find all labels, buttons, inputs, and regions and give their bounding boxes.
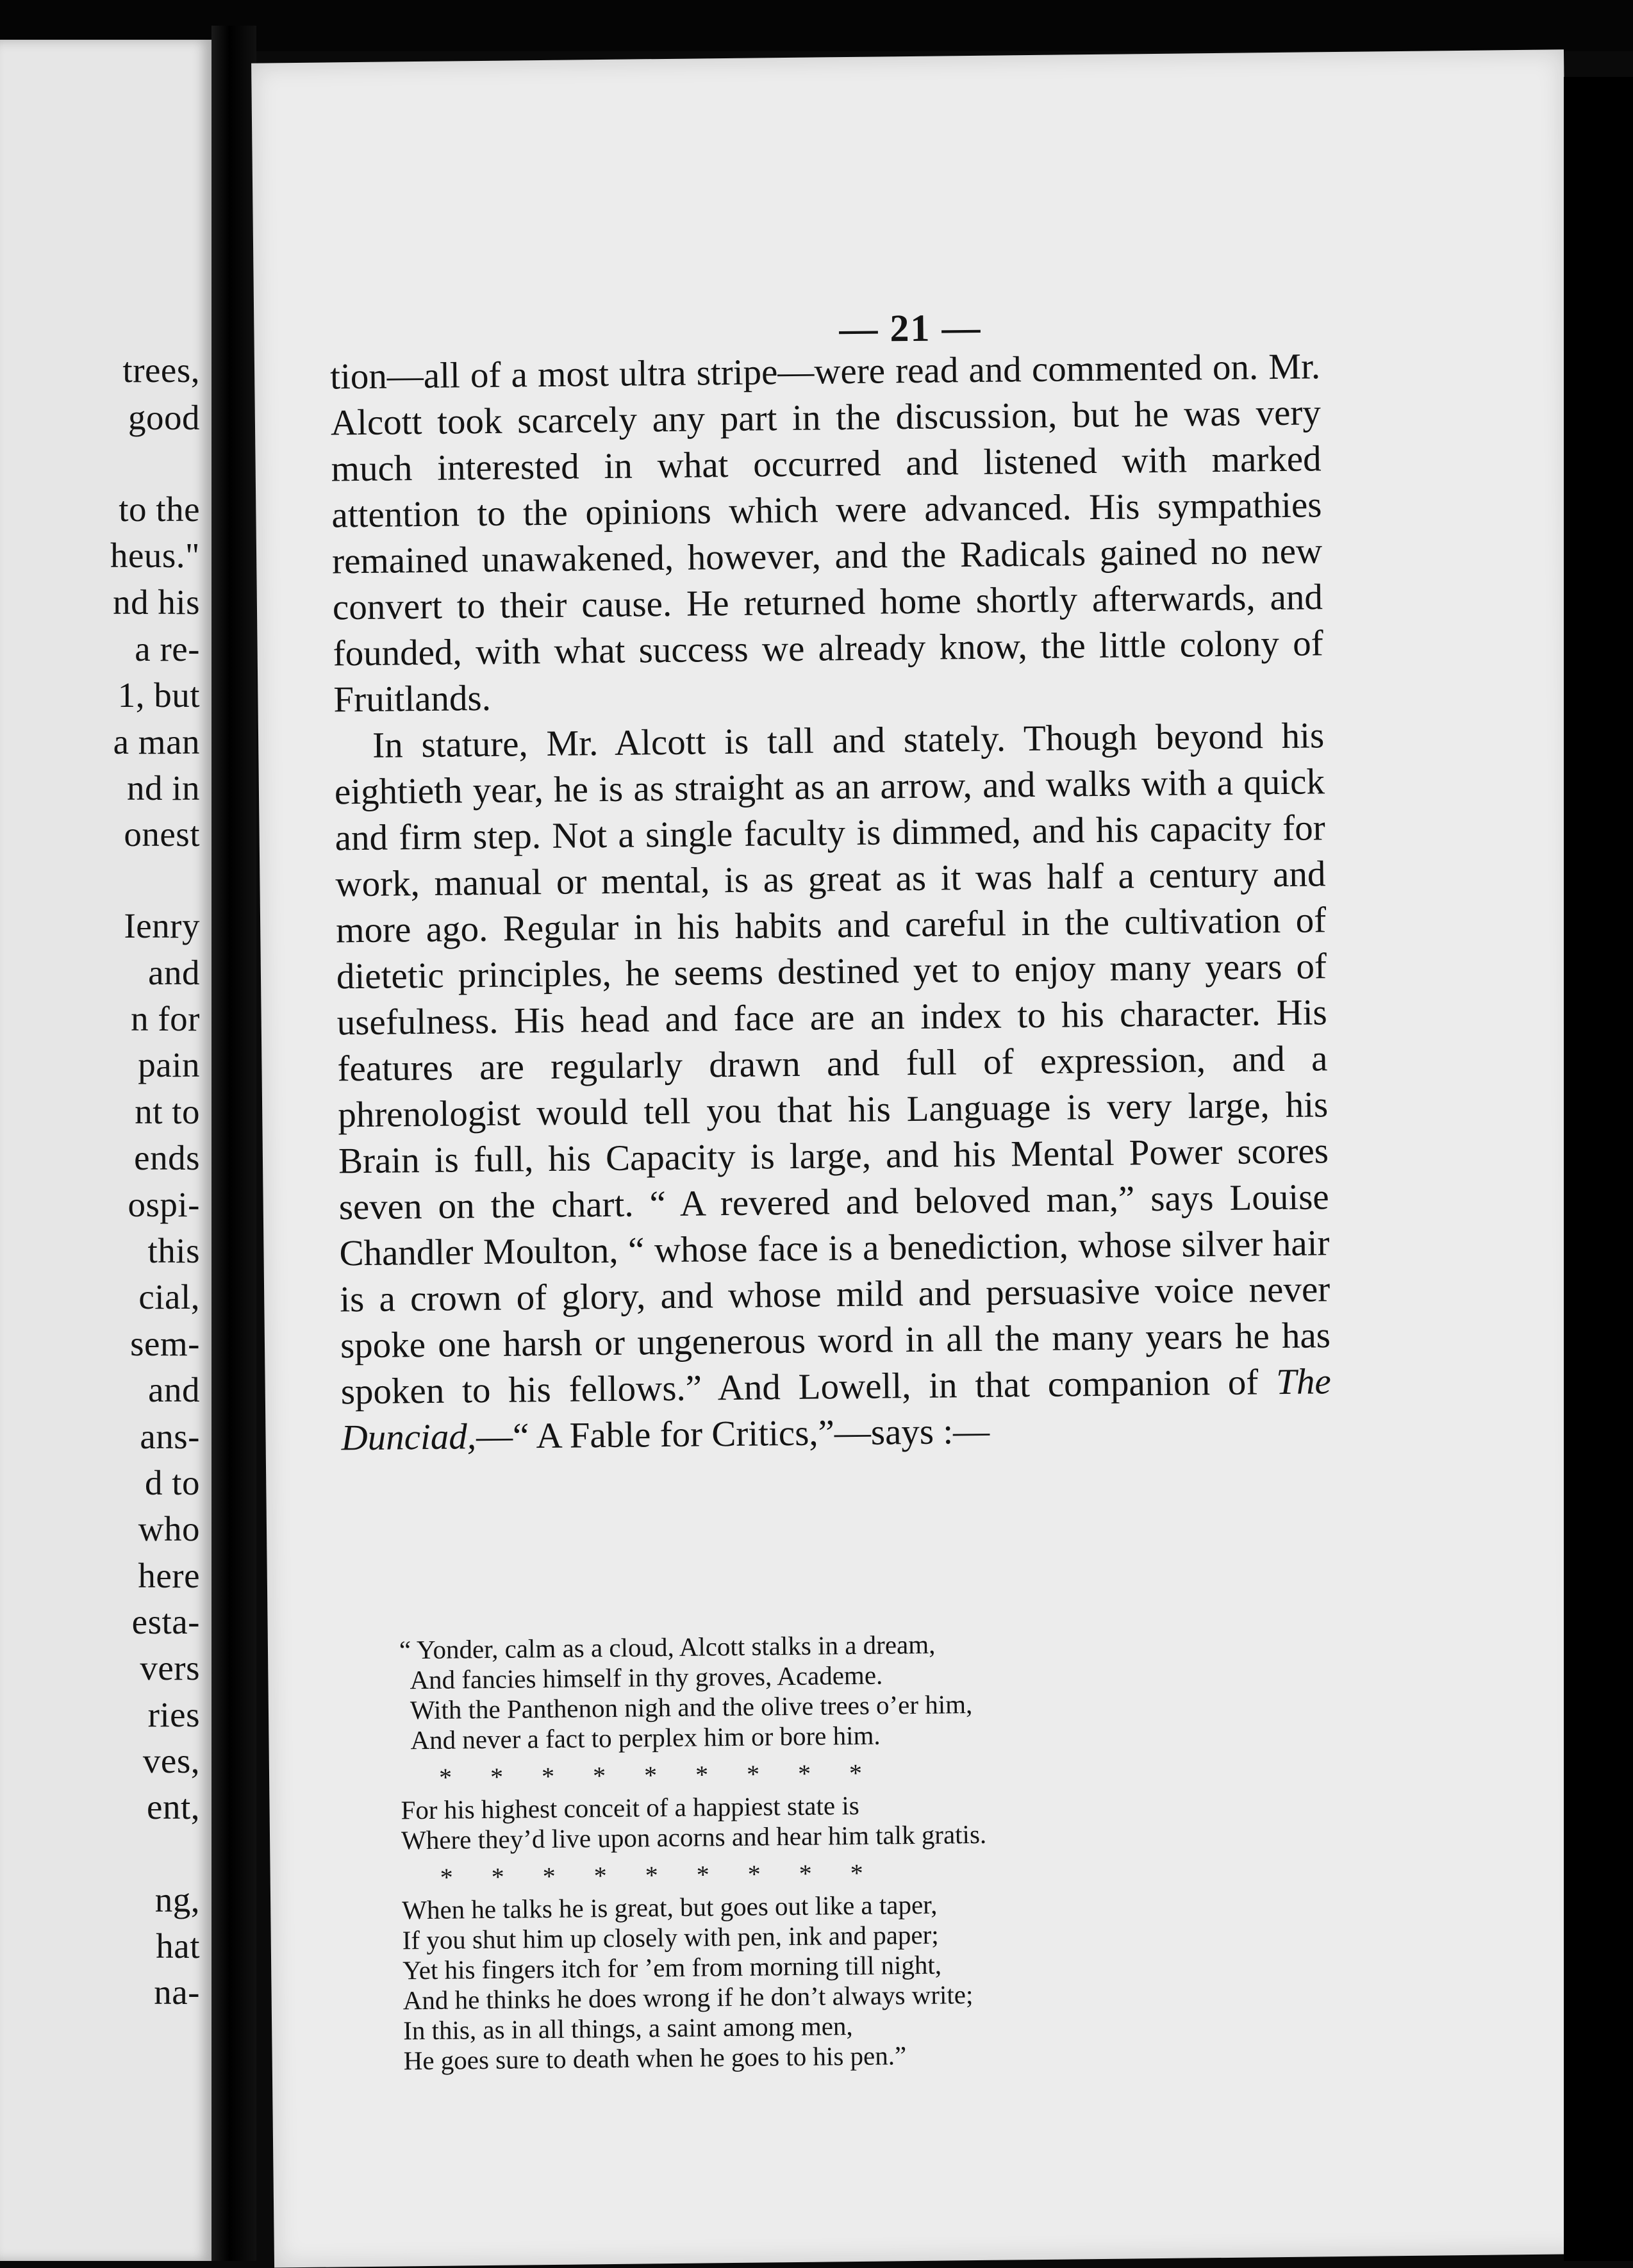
paragraph-2-text: In stature, Mr. Alcott is tall and stately. Though beyond his eightieth year, he is as straight as an arrow, and walks with a quick and firm step. Not a single faculty is dimmed, and his capacity for work, manual or mental, is as great as it was half a century and more ago. Regular in his habits and careful in the cultivation of dietetic principles, he seems destined yet to enjoy many years of usefulness. His head and face are an index to his character. His features are regularly drawn and full of expression, and a phrenologist would tell you that his Language is very large, his Brain is full, his Capacity is large, and his Mental Power scores seven on the chart. “ A revered and beloved man,” says Louise Chandler Moulton, “ whose face is a benediction, whose silver hair is a crown of glory, and whose mild and persuasive voice never spoke one harsh or ungenerous word in all the many years he has spoken to his fellows.” And Lowell, in that companion of xyxy=(334,715,1331,1412)
poem-line: In this, as in all things, a saint among men, xyxy=(402,2011,853,2046)
left-page-fragment: ng, xyxy=(154,1880,200,1919)
ellipsis-stars: * * * * * * * * * xyxy=(440,1858,863,1892)
paragraph-2 xyxy=(334,713,1332,1461)
poem-line: If you shut him up closely with pen, ink and paper; xyxy=(402,1919,939,1955)
poem-stanza-2 xyxy=(401,1785,1330,1855)
left-page-fragment: nt to xyxy=(135,1092,200,1131)
left-page-fragment: cial, xyxy=(138,1277,200,1316)
left-page-fragment: onest xyxy=(124,815,200,854)
left-page-fragment: ends xyxy=(134,1138,200,1177)
poem-line: And he thinks he does wrong if he don’t always write; xyxy=(402,1980,974,2016)
left-page-fragment: Ienry xyxy=(124,906,200,945)
paragraph-2-ending: —“ A Fable for Critics,”—says :— xyxy=(476,1411,990,1457)
left-page-fragment: vers xyxy=(140,1648,200,1687)
left-page-fragment: this xyxy=(147,1231,200,1270)
left-page-fragment: ospi- xyxy=(128,1185,200,1224)
poem-line: And never a fact to perplex him or bore him. xyxy=(410,1720,881,1755)
left-page-fragment: who xyxy=(138,1509,200,1548)
left-page-fragment: ves, xyxy=(142,1741,200,1780)
italic-title-dunciad: The Dunciad, xyxy=(341,1361,1332,1459)
left-page-fragment: trees, xyxy=(122,351,200,390)
left-page-fragment: ans- xyxy=(140,1417,200,1456)
body-text xyxy=(330,344,1332,1461)
left-page-fragment: 1, but xyxy=(117,675,200,715)
book-gutter xyxy=(211,26,256,2261)
left-page-fragment: hat xyxy=(156,1926,200,1966)
left-page-fragment: a re- xyxy=(135,629,200,668)
poem-line: And fancies himself in thy groves, Academe. xyxy=(410,1660,883,1695)
left-page-fragment: good xyxy=(128,398,200,437)
poem-line: When he talks he is great, but goes out like a taper, xyxy=(402,1889,938,1925)
left-page-fragment: n for xyxy=(131,999,200,1038)
left-page-fragment: and xyxy=(148,953,200,992)
main-page xyxy=(251,49,1587,2267)
poem-line: Yet his fingers itch for ’em from morning till night, xyxy=(402,1949,942,1985)
left-page-fragment: na- xyxy=(154,1973,200,2012)
ellipsis-stars: * * * * * * * * * xyxy=(438,1758,863,1792)
left-page-fragment: ries xyxy=(147,1695,200,1734)
paragraph-1: tion—all of a most ultra stripe—were read and commented on. Mr. Alcott took scarcely any part in the discussion, but he was very much interested in what occurred and listened with marked attention to the opinions which were advanced. His sympathies remained unawakened, however, and the Radicals gained no new convert to their cause. He returned home shortly afterwards, and founded, with what success we already know, the little colony of Fruitlands. xyxy=(329,346,1323,720)
left-page-fragment: a man xyxy=(113,722,200,761)
left-page-fragment: pain xyxy=(138,1045,200,1084)
poem-line: For his highest conceit of a happiest state is xyxy=(401,1790,859,1825)
left-page-fragment: nd his xyxy=(113,583,200,622)
page-number: — 21 — xyxy=(839,306,982,351)
left-page-fragment: d to xyxy=(144,1463,200,1502)
left-page-fragment: and xyxy=(148,1370,200,1409)
poem-line: Where they’d live upon acorns and hear him talk gratis. xyxy=(401,1819,987,1855)
left-page-fragment: to the xyxy=(119,490,200,529)
scan-right-border xyxy=(1564,77,1633,2261)
poem-quotation xyxy=(399,1625,1333,2087)
left-page-fragment: here xyxy=(138,1556,200,1595)
poem-line: With the Panthenon nigh and the olive trees o’er him, xyxy=(410,1689,973,1725)
poem-stanza-3 xyxy=(402,1885,1333,2076)
poem-line: He goes sure to death when he goes to his pen.” xyxy=(403,2040,907,2076)
left-page-fragment: nd in xyxy=(126,768,200,807)
poem-line: “ Yonder, calm as a cloud, Alcott stalks in a dream, xyxy=(399,1629,936,1665)
left-facing-page xyxy=(0,40,211,2261)
left-page-fragment: ent, xyxy=(147,1787,200,1826)
poem-stanza-1 xyxy=(399,1625,1330,1755)
left-page-fragment: esta- xyxy=(131,1602,200,1641)
left-page-fragment: heus." xyxy=(110,536,200,575)
left-page-fragment: sem- xyxy=(130,1324,200,1363)
